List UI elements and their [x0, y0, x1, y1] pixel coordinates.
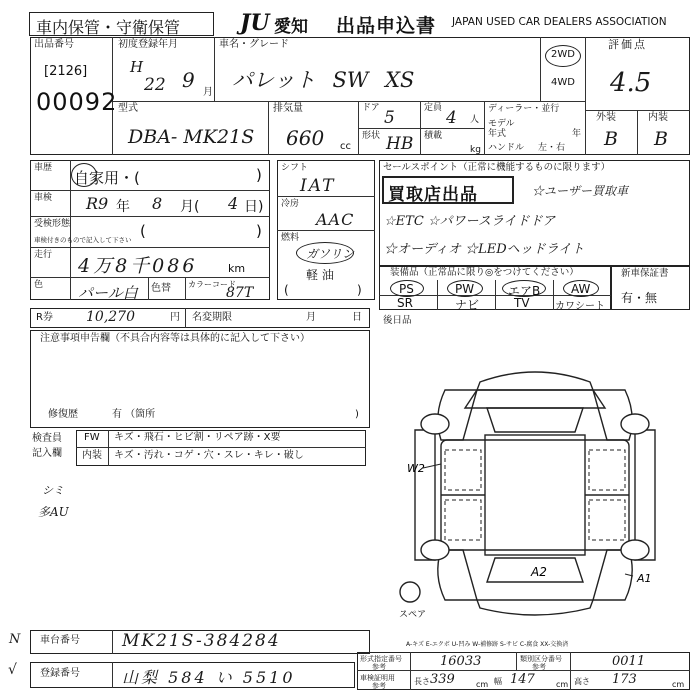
history-block — [30, 160, 270, 300]
inspector-note-2: 多AU — [38, 505, 69, 519]
inspector-row2: キズ・汚れ・コゲ・穴・スレ・キレ・破し — [114, 450, 304, 461]
rear-space-label: 後日品 — [383, 315, 412, 326]
fuel-alt: 軽 油 — [306, 268, 334, 282]
capacity-unit: 人 — [470, 115, 480, 125]
cert-label: 車検証明用 — [360, 674, 395, 682]
vehicle-name: パレット SW XS — [232, 68, 415, 92]
history-close: ) — [256, 166, 262, 184]
storage-note: 車内保管・守衛保管 — [36, 18, 181, 37]
fuel-value: ガソリン — [306, 247, 355, 261]
exterior-grade: B — [604, 128, 618, 150]
displacement-value: 660 — [286, 126, 325, 150]
damage-legend: A-キズ E-エクボ U-凹み W-補修跡 S-サビ C-腐食 XX-交換済 — [406, 641, 569, 648]
height-unit: cm — [672, 680, 685, 689]
inspection-month-unit: 月( — [180, 199, 200, 215]
rear-bumper — [477, 600, 593, 615]
org-logo: JU — [240, 10, 270, 36]
dealer-model-label: モデル — [488, 119, 515, 129]
model-value: DBA- MK21S — [128, 126, 255, 148]
inspection-day: 4 — [228, 194, 239, 213]
mileage-label: 走行 — [34, 250, 53, 260]
inspection-month: 8 — [152, 194, 163, 213]
width-unit: cm — [556, 680, 569, 689]
interior-label: 内装 — [648, 112, 668, 123]
handle-label: ハンドル — [488, 143, 525, 153]
fuel-label: 燃料 — [281, 233, 300, 243]
equipment-pw — [447, 280, 483, 297]
color-code: 87T — [226, 285, 254, 301]
equipment-ps — [390, 280, 424, 297]
dealer-year-unit: 年 — [572, 129, 582, 139]
inspector-label-a: 検査員 — [32, 433, 62, 444]
load-label: 積載 — [424, 131, 443, 141]
warranty-label: 新車保証書 — [621, 268, 669, 279]
label-a1: A1 — [637, 572, 652, 585]
recycle-unit: 円 — [170, 312, 180, 323]
received-open: ( — [140, 222, 146, 240]
lot-code: [2126] — [44, 64, 88, 79]
fuel-open: ( — [284, 283, 289, 297]
exterior-label: 外装 — [596, 112, 616, 123]
wheel-rear-right — [621, 540, 649, 560]
chassis-value: MK21S-384284 — [122, 631, 281, 651]
recycle-value: 10,270 — [86, 309, 135, 325]
received-close: ) — [256, 222, 262, 240]
load-unit: kg — [470, 145, 481, 155]
damage-diagram — [375, 360, 693, 620]
history-circle — [71, 163, 97, 187]
doors-label: ドア — [362, 103, 380, 113]
rating-label: 評価点 — [608, 38, 647, 51]
label-a2: A2 — [531, 565, 547, 579]
header-title — [240, 10, 690, 38]
cert-ref: 参考 — [372, 682, 386, 690]
lot-number: 00092 — [36, 88, 118, 116]
shift-value: IAT — [300, 176, 336, 196]
length-unit: cm — [476, 680, 489, 689]
color-change-label: 色替 — [151, 283, 171, 294]
spare-label: スペア — [399, 610, 427, 620]
shape-label: 形状 — [362, 131, 381, 141]
width-value: 147 — [510, 672, 535, 687]
equipment-airbag — [502, 280, 546, 297]
color-label: 色 — [34, 280, 44, 290]
cooling-value: AAC — [316, 210, 355, 229]
fuel-close: ) — [357, 283, 362, 297]
type-no-ref: 参考 — [372, 663, 386, 671]
dealer-label: ディーラー・並行 — [488, 104, 560, 114]
hood — [465, 390, 605, 408]
registration-month: 9 — [182, 68, 195, 92]
roof — [485, 435, 585, 555]
storage-note-box — [29, 12, 214, 36]
equipment-airbag-label: エアB — [508, 284, 541, 298]
interior-grade: B — [654, 128, 668, 150]
history-label: 車歴 — [34, 163, 53, 173]
capacity-label: 定員 — [424, 103, 443, 113]
type-no-label: 形式指定番号 — [360, 655, 402, 663]
name-change-day: 日 — [352, 312, 362, 323]
equipment-navi: ナビ — [455, 298, 480, 312]
buyer-stamp — [382, 176, 514, 204]
recycle-label: R券 — [36, 312, 53, 323]
inspector-label-b: 記入欄 — [32, 448, 62, 459]
equipment-pw-label: PW — [455, 282, 475, 296]
cooling-label: 冷房 — [281, 199, 300, 209]
displacement-label: 排気量 — [273, 103, 303, 114]
repair-label: 修復歴 — [48, 409, 78, 420]
inspection-label: 車検 — [34, 193, 53, 203]
width-label: 幅 — [494, 677, 502, 686]
plate-mark: √ — [8, 662, 17, 678]
color-code-label: カラーコード — [188, 280, 236, 289]
equipment-label: 装備品（正常品に限り◎をつけてください） — [390, 267, 579, 278]
equipment-sr: SR — [397, 296, 413, 310]
name-change-label: 名変期限 — [192, 312, 232, 323]
equipment-ps-label: PS — [399, 282, 414, 296]
type-no: 16033 — [440, 654, 482, 669]
lot-label: 出品番号 — [34, 39, 74, 50]
sales-points-label: セールスポイント（正常に機能するものに限ります） — [383, 162, 611, 173]
doors-value: 5 — [384, 108, 395, 128]
vehicle-name-label: 車名・グレード — [219, 39, 289, 50]
equipment-seat: カワシート — [555, 301, 605, 312]
registration-month-unit: 月 — [203, 87, 213, 98]
equipment-tv: TV — [514, 296, 530, 310]
capacity-value: 4 — [446, 108, 457, 128]
class-no-label: 類別区分番号 — [520, 655, 562, 663]
dealer-year-label: 年式 — [488, 129, 507, 139]
received-sub: 車検付きのもので記入して下さい — [34, 236, 132, 244]
association-name: JAPAN USED CAR DEALERS ASSOCIATION — [452, 16, 667, 28]
registration-era: H — [130, 58, 144, 76]
inspection-year-unit: 年 — [116, 199, 130, 215]
wheel-front-left — [421, 414, 449, 434]
front-bumper — [477, 372, 593, 390]
sales-point-2: ☆ETC ☆パワースライドドア — [384, 214, 556, 229]
equipment-aw-label: AW — [571, 282, 591, 296]
warranty-value: 有・無 — [621, 291, 658, 305]
buyer-stamp-text: 買取店出品 — [388, 185, 478, 205]
displacement-unit: cc — [340, 141, 351, 152]
equipment-aw — [563, 280, 599, 297]
registration-label: 初度登録年月 — [118, 39, 178, 50]
notes-block — [30, 330, 370, 428]
drive-2wd-label: 2WD — [551, 49, 575, 60]
rating-score: 4.5 — [610, 68, 652, 98]
class-no-ref: 参考 — [532, 663, 546, 671]
model-label: 型式 — [118, 103, 138, 114]
spare-tire — [400, 582, 420, 602]
inspector-row2-head: 内装 — [82, 450, 102, 461]
drive-2wd — [545, 45, 581, 67]
handle-options: 左・右 — [538, 143, 566, 153]
height-label: 高さ — [574, 677, 590, 686]
height-value: 173 — [612, 672, 637, 687]
shape-value: HB — [386, 134, 414, 154]
plate-label: 登録番号 — [40, 668, 80, 679]
wheel-front-right — [621, 414, 649, 434]
length-value: 339 — [430, 672, 455, 687]
name-change-month: 月 — [306, 312, 316, 323]
label-w2: W2 — [407, 462, 425, 475]
mileage-value: 4万8千086 — [78, 255, 198, 277]
inspection-era: R9 — [86, 194, 109, 213]
color-value: パール白 — [78, 284, 138, 302]
chassis-mark: N — [9, 632, 21, 647]
length-label: 長さ — [414, 677, 430, 686]
class-no: 0011 — [612, 654, 646, 669]
plate-value: 山梨 584 い 5510 — [122, 668, 296, 687]
sales-point-1: ☆ユーザー買取車 — [532, 184, 629, 198]
form-title: 出品申込書 — [336, 15, 437, 37]
inspector-row1: キズ・飛石・ヒビ割・リペア跡・X要 — [114, 432, 281, 443]
inspector-note-1: シミ — [42, 484, 64, 497]
windshield — [487, 408, 583, 432]
registration-year: 22 — [144, 75, 166, 95]
chassis-label: 車台番号 — [40, 635, 80, 646]
wheel-rear-left — [421, 540, 449, 560]
repair-close: ) — [355, 409, 359, 420]
inspection-day-unit: 日) — [244, 199, 264, 215]
sales-point-3: ☆オーディオ ☆LEDヘッドライト — [384, 242, 585, 257]
drive-4wd-label: 4WD — [551, 77, 575, 88]
repair-value: 有 （箇所 — [112, 409, 156, 420]
received-label: 受検形態 — [34, 219, 71, 229]
org-name: 愛知 — [274, 17, 308, 37]
history-value: 自家用・( — [74, 169, 140, 187]
mileage-unit: km — [228, 262, 246, 275]
inspector-row1-head: FW — [84, 432, 100, 443]
shift-label: シフト — [281, 163, 309, 173]
notes-label: 注意事項申告欄（不具合内容等は具体的に記入して下さい） — [40, 333, 310, 344]
